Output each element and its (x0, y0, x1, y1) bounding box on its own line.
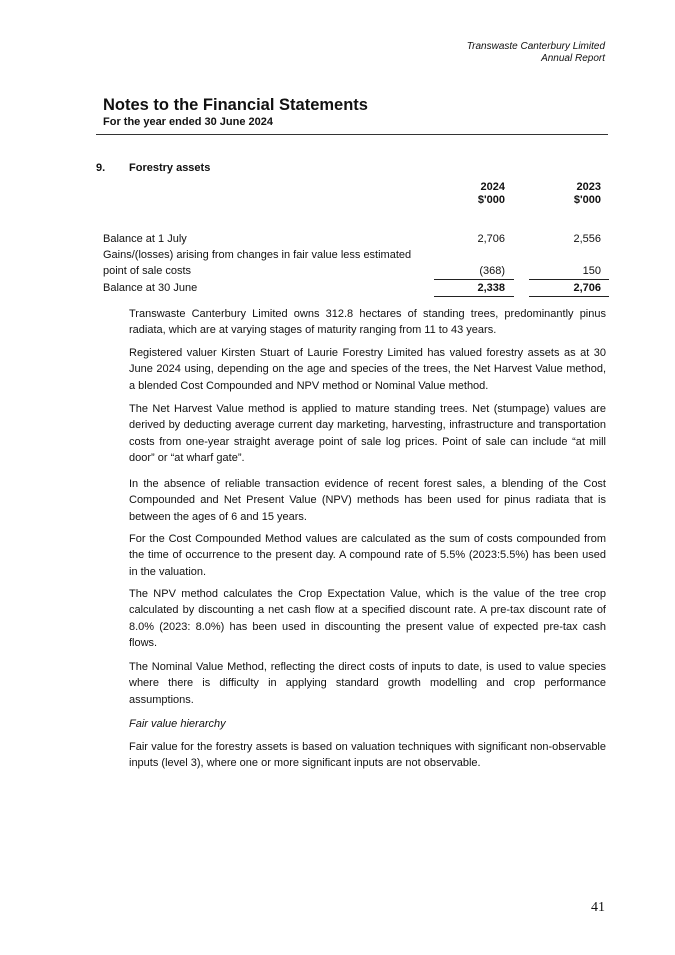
column-unit: $'000 (477, 194, 505, 206)
paragraph: For the Cost Compounded Method values are calculated as the sum of costs compounded from the time of occurrence to the present day. A compound rate of 5.5% (2023:5.5%) has been used in the valuation. (129, 533, 606, 578)
section-subheading: Fair value hierarchy (129, 718, 226, 730)
table-row-label: Balance at 30 June (103, 282, 198, 294)
column-header-2024 (425, 181, 505, 207)
paragraph: Registered valuer Kirsten Stuart of Laurie Forestry Limited has valued forestry assets as at 30 June 2024 using, depending on the age and species of the trees, the Net Harvest Value method, a blended Cost Compounded and NPV method or Nominal Value method. (129, 347, 606, 392)
note-title: Forestry assets (129, 162, 211, 174)
column-year: 2024 (480, 181, 505, 193)
page-title: Notes to the Financial Statements (103, 96, 368, 114)
report-header (467, 41, 605, 65)
table-cell-2024: (368) (479, 265, 505, 277)
paragraph: The Net Harvest Value method is applied to mature standing trees. Net (stumpage) values are derived by deducting average current day marketing, harvesting, infrastructure and transportation costs from one-year straight average point of sale log prices. Point of sale can include “at mill door” or “at wharf gate”. (129, 403, 606, 464)
table-cell-2024: 2,338 (477, 282, 505, 294)
report-name: Annual Report (541, 53, 605, 64)
paragraph: Fair value for the forestry assets is based on valuation techniques with significant non-observable inputs (level 3), where one or more significant inputs are not observable. (129, 741, 606, 770)
note-number: 9. (96, 162, 106, 174)
subtotal-line-2024 (434, 279, 514, 280)
paragraph: The NPV method calculates the Crop Expectation Value, which is the value of the tree crop calculated by discounting a net cash flow at a specified discount rate. A pre-tax discount rate of 8.0% (2023: 8.0%) has been used in discounting the present value of expected pre-tax cash flows. (129, 588, 606, 649)
column-unit: $'000 (573, 194, 601, 206)
total-line-2024 (434, 296, 514, 297)
table-cell-2024: 2,706 (477, 233, 505, 245)
table-row-label: point of sale costs (103, 265, 192, 277)
total-line-2023 (529, 296, 609, 297)
subtotal-line-2023 (529, 279, 609, 280)
page-subtitle: For the year ended 30 June 2024 (103, 116, 273, 128)
header-divider (96, 134, 608, 135)
table-row-label: Balance at 1 July (103, 233, 187, 245)
column-header-2023 (521, 181, 601, 207)
paragraph: Transwaste Canterbury Limited owns 312.8 hectares of standing trees, predominantly pinus radiata, which are at varying stages of maturity ranging from 11 to 43 years. (129, 308, 606, 337)
table-cell-2023: 2,556 (573, 233, 601, 245)
table-cell-2023: 150 (582, 265, 601, 277)
page-number: 41 (591, 900, 605, 915)
table-row-label: Gains/(losses) arising from changes in fair value less estimated (103, 249, 412, 261)
table-cell-2023: 2,706 (573, 282, 601, 294)
paragraph: The Nominal Value Method, reflecting the direct costs of inputs to date, is used to value species where there is difficulty in applying standard growth modelling and crop performance assumptions. (129, 661, 606, 706)
paragraph: In the absence of reliable transaction evidence of recent forest sales, a blending of the Cost Compounded and Net Present Value (NPV) methods has been used for pinus radiata that is between the ages of 6 and 15 years. (129, 478, 606, 523)
column-year: 2023 (576, 181, 601, 193)
company-name: Transwaste Canterbury Limited (466, 41, 605, 52)
